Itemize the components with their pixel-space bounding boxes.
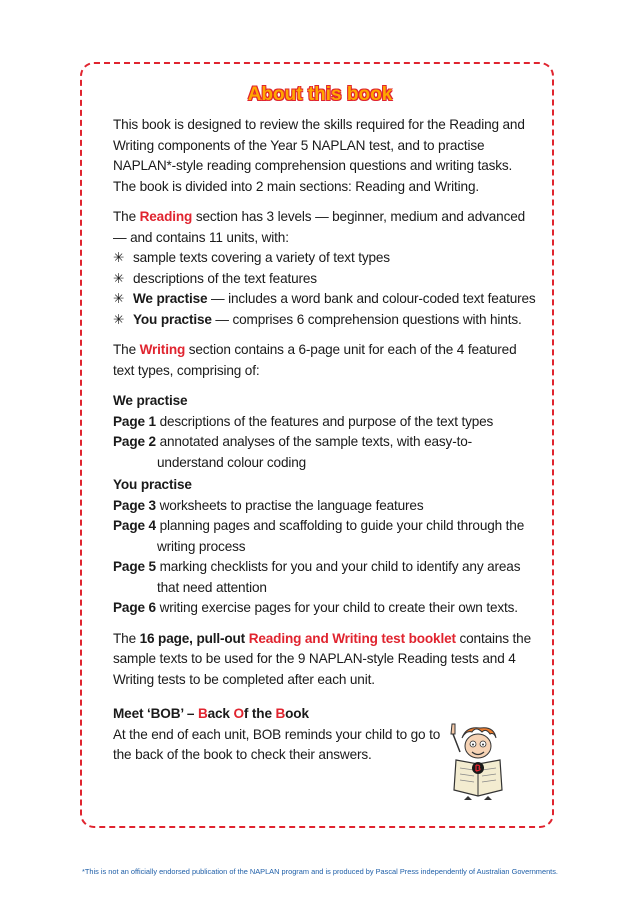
- bob-character-illustration: [438, 718, 518, 802]
- page-item: Page 1 descriptions of the features and purpose of the text types: [113, 413, 494, 429]
- list-item: ✳ descriptions of the text features: [113, 269, 538, 290]
- star-bullet-icon: ✳: [113, 250, 125, 265]
- main-content: [113, 115, 538, 766]
- page-item: Page 6 writing exercise pages for your child to create their own texts.: [113, 600, 518, 615]
- reading-bullet-list: [113, 248, 538, 330]
- page-item: Page 2 annotated analyses of the sample texts, with easy-to-understand colour coding: [113, 434, 472, 470]
- you-practise-heading: You practise: [113, 477, 192, 492]
- star-bullet-icon: ✳: [113, 270, 125, 286]
- writing-paragraph: The Writing section contains a 6-page unit for each of the 4 featured text types, comprising of:: [113, 342, 517, 378]
- writing-highlight: Writing: [139, 342, 186, 357]
- bob-heading: Meet ‘BOB’ – Back Of the Book: [113, 706, 309, 721]
- page-item: Page 3 worksheets to practise the language features: [113, 497, 424, 513]
- page-title: About this book: [247, 84, 393, 105]
- booklet-paragraph: The 16 page, pull-out Reading and Writing test booklet contains the sample texts to be used for the 9 NAPLAN-style Reading tests and 4 Writing tests to be completed after each unit.: [113, 630, 531, 687]
- we-practise-heading: We practise: [113, 393, 188, 408]
- list-item: ✳ sample texts covering a variety of text types: [113, 248, 538, 269]
- booklet-highlight: Reading and Writing test booklet: [248, 630, 456, 646]
- star-bullet-icon: ✳: [113, 311, 125, 327]
- list-item: ✳ You practise — comprises 6 comprehension questions with hints.: [113, 310, 538, 331]
- reading-highlight: Reading: [139, 209, 193, 224]
- page-item: Page 5 marking checklists for you and your child to identify any areas that need attention: [113, 559, 521, 595]
- reading-paragraph: The Reading section has 3 levels — beginner, medium and advanced — and contains 11 units, with:: [113, 209, 526, 245]
- page-item: Page 4 planning pages and scaffolding to guide your child through the writing process: [113, 518, 525, 554]
- footer-disclaimer: *This is not an officially endorsed publication of the NAPLAN program and is produced by Pascal Press independently of Australian Governments.: [81, 867, 558, 876]
- writing-breakdown: [113, 391, 538, 619]
- bob-description: At the end of each unit, BOB reminds your child to go to the back of the book to check their answers.: [113, 726, 441, 762]
- intro-paragraph: This book is designed to review the skills required for the Reading and Writing components of the Year 5 NAPLAN test, and to practise NAPLAN*-style reading comprehension questions and writing tasks. The book is divided into 2 main sections: Reading and Writing.: [113, 117, 525, 194]
- list-item: ✳ We practise — includes a word bank and colour-coded text features: [113, 289, 538, 310]
- star-bullet-icon: ✳: [113, 291, 125, 306]
